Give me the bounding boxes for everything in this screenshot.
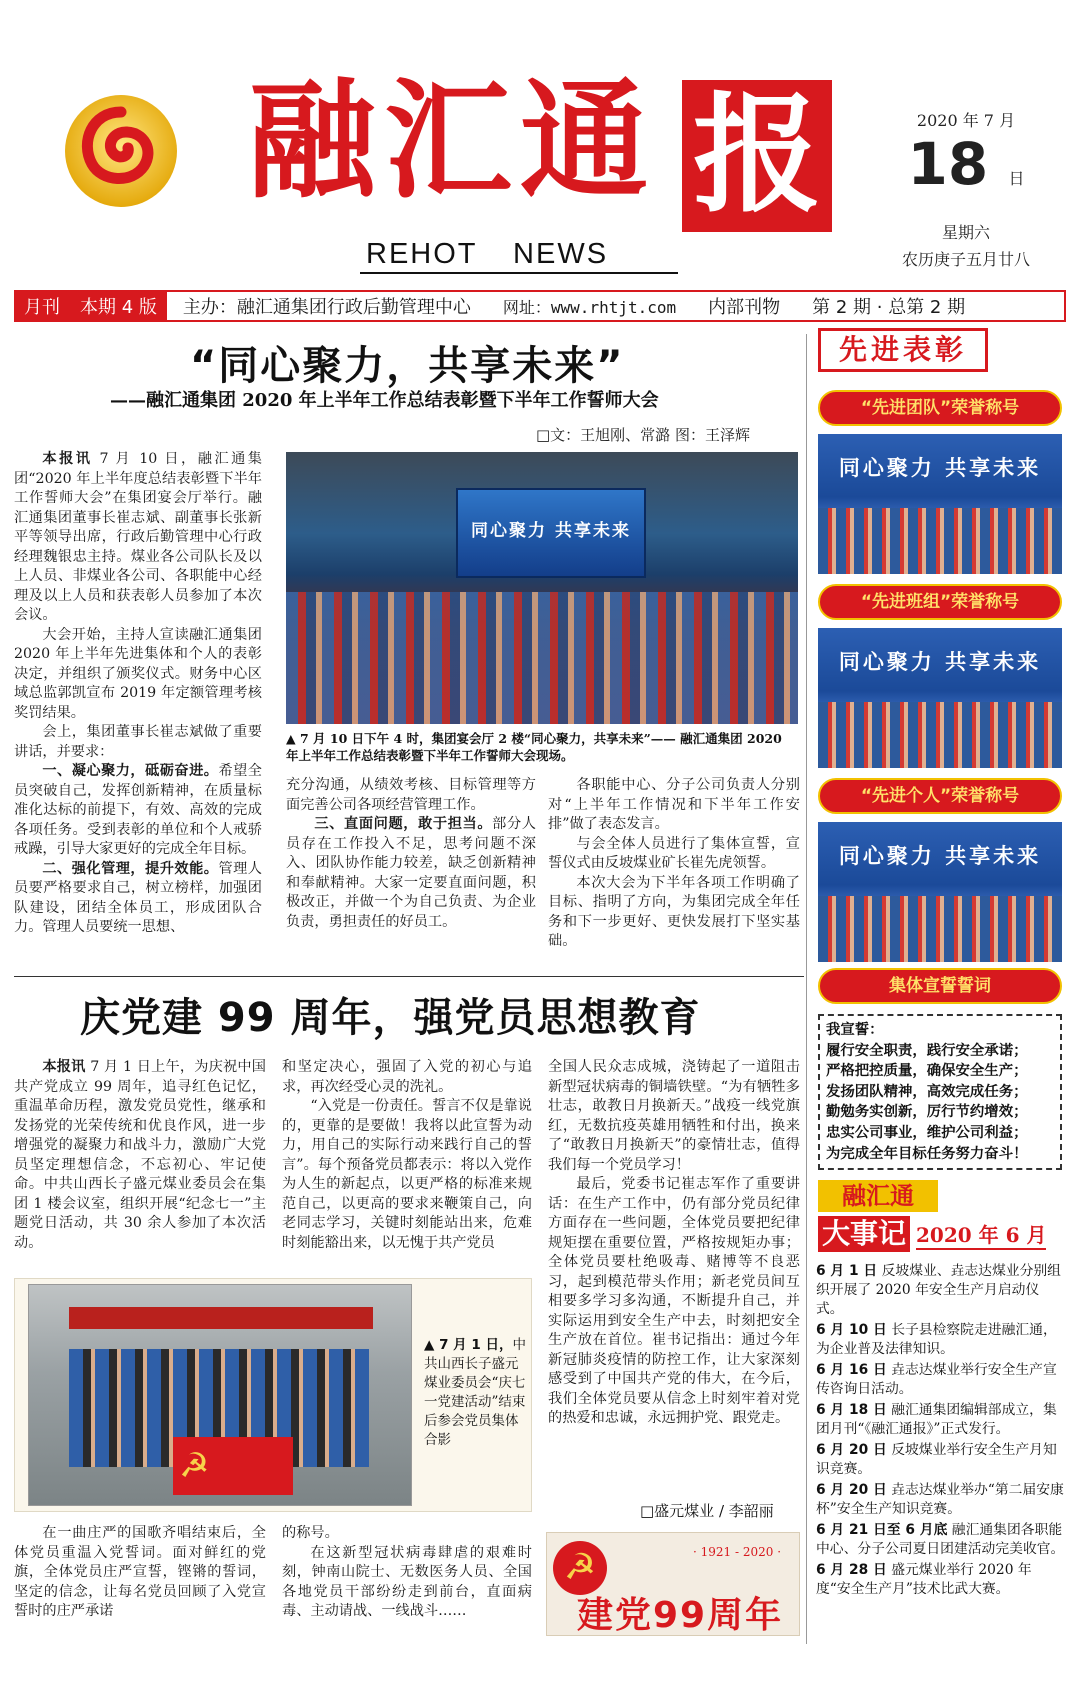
pledge-line: 严格把控质量，确保安全生产； <box>826 1063 1028 1080</box>
paragraph-text: 全国人民众志成城，浇铸起了一道阻击新型冠状病毒的铜墙铁壁。“为有牺牲多壮志，敢教日月换新天。”战疫一线党旗红，无数抗疫英雄用牺牲和付出，换来了“敢教日月换新天”的豪情壮志，值得我们每一个党员学习！ <box>548 1059 800 1173</box>
section-divider <box>14 976 804 977</box>
paragraph <box>548 835 800 874</box>
event-text: 反坡煤业举行安全生产月知识竞赛。 <box>816 1442 1057 1477</box>
article2-column-1 <box>14 1058 266 1253</box>
paragraph-text: 的称号。 <box>282 1525 339 1541</box>
paragraph <box>548 776 800 835</box>
award-group-bar: “先进班组”荣誉称号 <box>818 584 1062 620</box>
article2-bottom-column-1 <box>14 1524 266 1622</box>
chronicle-events <box>816 1262 1066 1601</box>
article1-column-2 <box>286 776 536 932</box>
paragraph <box>282 1097 532 1253</box>
event-date: 6 月 16 日 <box>816 1362 887 1378</box>
award-individual-photo <box>818 822 1062 962</box>
issue-date <box>876 108 1056 270</box>
paragraph <box>14 723 262 762</box>
event-date: 6 月 10 日 <box>816 1322 887 1338</box>
masthead-title-box: 报 <box>682 80 832 232</box>
paragraph <box>14 860 262 938</box>
chronicle-event <box>816 1262 1066 1319</box>
website-link[interactable]: 网址：www.rhtjt.com <box>502 297 677 317</box>
paragraph-text: 最后，党委书记崔志军作了重要讲话：在生产工作中，仍有部分党员纪律方面存在一些问题，全体党员要把纪律规矩摆在重要位置，严格按规矩办事；全体党员要杜绝吸毒、赌博等不良恶习，起到模范带头作用；新老党员间互相要多学习多沟通，不断提升自己，并实际运用到安全生产中去，时刻把安全生产放在首位。崔书记指出：通过今年新冠肺炎疫情的防控工作，让大家深刻感受到了中国共产党的伟大，在今后，我们全体党员要从信念上时刻牢着对党的热爱和忠诚，永远拥护党、跟党走。 <box>548 1176 800 1426</box>
pledge-title-bar: 集体宣誓誓词 <box>818 968 1062 1004</box>
conference-photo <box>286 452 798 724</box>
date-lunar: 农历庚子五月廿八 <box>901 250 1030 269</box>
paragraph-text: 各职能中心、分子公司负责人分别对“上半年工作情况和下半年工作安排”做了表态发言。 <box>548 777 800 832</box>
publication-type: 内部刊物 <box>708 297 781 318</box>
paragraph <box>14 1524 266 1622</box>
info-bar <box>14 290 1066 322</box>
date-weekday: 星期六 <box>941 223 990 242</box>
chronicle-event <box>816 1521 1066 1559</box>
paragraph-text: “入党是一份责任。誓言不仅是靠说的，更靠的是要做！我将以此宣誓为动力，用自己的实际行动来践行自己的誓言”。每个预备党员都表示：将以入党作为人生的新起点，以更严格的标准来规范自己，以更高的要求来鞭策自己，向老同志学习，关键时刻能站出来，危难时刻能豁出来，以无愧于共产党员 <box>282 1098 532 1251</box>
pledge-line: 发扬团队精神，高效完成任务； <box>826 1083 1028 1100</box>
paragraph-lead: 本报讯 <box>42 1059 86 1075</box>
anniversary-text: 建党99周年 <box>577 1595 784 1636</box>
party-flag-icon: ☭ <box>173 1437 293 1495</box>
article2-headline: 庆党建 99 周年，强党员思想教育 <box>80 995 701 1041</box>
award-individual-people <box>818 896 1062 962</box>
paragraph <box>282 1058 532 1097</box>
award-group-banner: 同心聚力 共享未来 <box>838 649 1042 674</box>
party-group-photo <box>28 1284 412 1506</box>
date-day: 18 日 <box>907 130 1025 198</box>
article1-column-1 <box>14 450 262 938</box>
paragraph-text: 部分人员存在工作投入不足，思考问题不深入、团队协作能力较差，缺乏创新精神和奉献精神。大家一定要直面问题，积极改正，并做一个为自己负责、为企业负责，勇担责任的好员工。 <box>286 816 536 930</box>
event-date: 6 月 20 日 <box>816 1442 887 1458</box>
paragraph-text: 和坚定决心，强固了入党的初心与追求，再次经受心灵的洗礼。 <box>282 1059 532 1095</box>
pledge-line: 勤勉务实创新，厉行节约增效； <box>826 1104 1028 1121</box>
paragraph-lead: 三、直面问题，敢于担当。 <box>314 816 493 832</box>
article2-column-2 <box>282 1058 532 1253</box>
party-anniversary-banner <box>546 1532 800 1636</box>
party-photo-caption: ▲ 7 月 1 日，中共山西长子盛元煤业委员会“庆七一党建活动”结束后参会党员集体合影 <box>424 1337 526 1448</box>
event-text: 融汇通集团各职能中心、分子公司夏日团建活动完美收官。 <box>816 1522 1065 1557</box>
paragraph-lead: 二、强化管理，提升效能。 <box>42 860 219 877</box>
info-bar-red-label <box>16 292 167 320</box>
event-text: 垚志达煤业举办“第二届安康杯”安全生产知识竞赛。 <box>816 1482 1064 1517</box>
paragraph <box>14 626 262 724</box>
article2-signature: □盛元煤业 / 李韶丽 <box>640 1502 774 1520</box>
event-date: 6 月 18 日 <box>816 1402 887 1418</box>
frequency-label: 月刊 <box>24 297 60 318</box>
event-date: 6 月 21 日至 6 月底 <box>816 1522 948 1538</box>
paragraph-text: 管理人员要严格要求自己，树立榜样，加强团队建设，团结全体员工，形成团队合力。管理人员要统一思想、 <box>14 860 262 935</box>
paragraph-text: 与会全体人员进行了集体宣誓，宣誓仪式由反坡煤业矿长崔先虎领誓。 <box>548 835 800 871</box>
pledge-head: 我宣誓： <box>826 1022 884 1038</box>
event-text: 垚志达煤业举行安全生产宣传咨询日活动。 <box>816 1362 1057 1397</box>
award-team-banner: 同心聚力 共享未来 <box>838 455 1042 480</box>
pledge-line: 为完成全年目标任务努力奋斗！ <box>826 1145 1028 1162</box>
award-team-bar: “先进团队”荣誉称号 <box>818 390 1062 426</box>
conference-screen-text: 同心聚力 共享未来 <box>456 488 646 578</box>
chronicle-event <box>816 1321 1066 1359</box>
chronicle-event <box>816 1441 1066 1479</box>
article1-column-3 <box>548 776 800 952</box>
award-team-people <box>818 508 1062 574</box>
paragraph <box>14 450 262 626</box>
awards-section-title: 先进表彰 <box>818 328 988 372</box>
masthead-subtitle-en: REHOT NEWS <box>366 238 609 270</box>
chronicle-event <box>816 1481 1066 1519</box>
anniversary-years: · 1921 - 2020 · <box>693 1545 782 1559</box>
column-divider <box>806 334 807 1644</box>
pledge-line: 履行安全职责，践行安全承诺； <box>826 1042 1028 1059</box>
event-date: 6 月 28 日 <box>816 1562 887 1578</box>
paragraph <box>14 762 262 860</box>
paragraph <box>548 1175 800 1429</box>
paragraph <box>548 874 800 952</box>
paragraph <box>282 1544 532 1622</box>
event-text: 长子县检察院走进融汇通，为企业普及法律知识。 <box>816 1322 1057 1357</box>
paragraph-text: 7 月 10 日，融汇通集团“2020 年上半年度总结表彰暨下半年工作誓师大会”在集团宴会厅举行。融汇通集团董事长崔志斌、副董事长张新平等领导出席，行政后勤管理中心行政经理魏银忠主持。煤业各公司队长及以上人员、非煤业各公司、各职能中心经理及以上人员和获表彰人员参加了本次会议。 <box>14 451 262 623</box>
conference-crowd <box>286 592 798 724</box>
organizer-label: 主办：融汇通集团行政后勤管理中心 <box>182 297 471 318</box>
pages-label: 本期 4 版 <box>80 297 157 318</box>
paragraph-text: 希望全员突破自己，发挥创新精神，在质量标准化达标的前提下，有效、高效的完成各项任务。受到表彰的单位和个人戒骄戒躁，引导大家更好的完成全年目标。 <box>14 763 262 857</box>
award-individual-banner: 同心聚力 共享未来 <box>838 843 1042 868</box>
chronicle-event <box>816 1561 1066 1599</box>
chronicle-title <box>818 1216 1058 1252</box>
paragraph-text: 大会开始，主持人宣读融汇通集团 2020 年上半年先进集体和个人的表彰决定，并组织了颁奖仪式。财务中心区域总监郭凯宣布 2019 年定额管理考核奖罚结果。 <box>14 626 262 721</box>
article1-byline: □文：王旭刚、常潞 图：王泽辉 <box>536 426 750 444</box>
conference-photo-caption: ▲ 7 月 10 日下午 4 时，集团宴会厅 2 楼“同心聚力，共享未来”—— 融汇通集团 2020 年上半年工作总结表彰暨下半年工作誓师大会现场。 <box>286 731 782 763</box>
pledge-line: 忠实公司事业，维护公司利益； <box>826 1124 1028 1141</box>
party-photo-banner <box>69 1307 373 1329</box>
event-text: 反坡煤业、垚志达煤业分别组织开展了 2020 年安全生产月启动仪式。 <box>816 1263 1061 1317</box>
party-emblem-icon: ☭ <box>553 1541 607 1595</box>
paragraph-text: 7 月 1 日上午，为庆祝中国共产党成立 99 周年，追寻红色记忆，重温革命历程，激发党员党性，继承和发扬党的光荣传统和优良作风，进一步增强党的凝聚力和战斗力，激励广大党员坚定理想信念，不忘初心、牢记使命。中共山西长子盛元煤业委员会在集团 1 楼会议室，组织开展“纪念七一”主题党日活动，共 30 余人参加了本次活动。 <box>14 1059 266 1251</box>
paragraph-lead: 本报讯 <box>42 451 93 467</box>
award-team-photo <box>818 434 1062 574</box>
chronicle-event <box>816 1401 1066 1439</box>
pledge-box <box>818 1014 1062 1170</box>
paragraph-text: 在这新型冠状病毒肆虐的艰难时刻，钟南山院士、无数医务人员、全国各地党员干部纷纷走到前台，直面病毒、主动请战、一线战斗…… <box>282 1544 532 1619</box>
paragraph-text: 会上，集团董事长崔志斌做了重要讲话，并要求： <box>14 724 262 760</box>
event-text: 融汇通集团编辑部成立，集团月刊“《融汇通报》”正式发行。 <box>816 1402 1057 1437</box>
chronicle-month: 2020 年 6 月 <box>916 1219 1046 1250</box>
article2-bottom-column-2 <box>282 1524 532 1622</box>
paragraph-text: 充分沟通，从绩效考核、目标管理等方面完善公司各项经营管理工作。 <box>286 777 536 813</box>
date-year-month: 2020 年 7 月 <box>916 111 1016 130</box>
article2-column-3 <box>548 1058 800 1429</box>
paragraph-text: 在一曲庄严的国歌齐唱结束后，全体党员重温入党誓词。面对鲜红的党旗，全体党员庄严宣誓，铿锵的誓词，坚定的信念，让每名党员回顾了入党宣誓时的庄严承诺 <box>14 1525 266 1619</box>
award-group-photo <box>818 628 1062 768</box>
paragraph <box>14 1058 266 1253</box>
event-date: 6 月 20 日 <box>816 1482 887 1498</box>
subtitle-underline <box>360 272 678 274</box>
rehot-logo-icon <box>62 92 180 210</box>
masthead-title: 融汇通 <box>248 67 657 216</box>
paragraph <box>282 1524 532 1544</box>
paragraph-lead: 一、凝心聚力，砥砺奋进。 <box>42 763 219 779</box>
award-group-people <box>818 702 1062 768</box>
event-date: 6 月 1 日 <box>816 1263 878 1279</box>
issue-number: 第 2 期 · 总第 2 期 <box>812 297 966 318</box>
paragraph <box>286 776 536 815</box>
chronicle-logo: 融汇通 <box>818 1180 938 1212</box>
award-individual-bar: “先进个人”荣誉称号 <box>818 778 1062 814</box>
paragraph <box>286 815 536 932</box>
chronicle-title-text: 大事记 <box>818 1216 910 1252</box>
event-text: 盛元煤业举行 2020 年度“安全生产月”技术比武大赛。 <box>816 1562 1032 1597</box>
chronicle-event <box>816 1361 1066 1399</box>
paragraph-text: 本次大会为下半年各项工作明确了目标、指明了方向，为集团完成全年任务和下一步更好、更快发展打下坚实基础。 <box>548 874 800 949</box>
article1-headline: “同心聚力，共享未来” <box>190 343 625 389</box>
article1-subhead: ——融汇通集团 2020 年上半年工作总结表彰暨下半年工作誓师大会 <box>110 390 659 411</box>
paragraph <box>548 1058 800 1175</box>
